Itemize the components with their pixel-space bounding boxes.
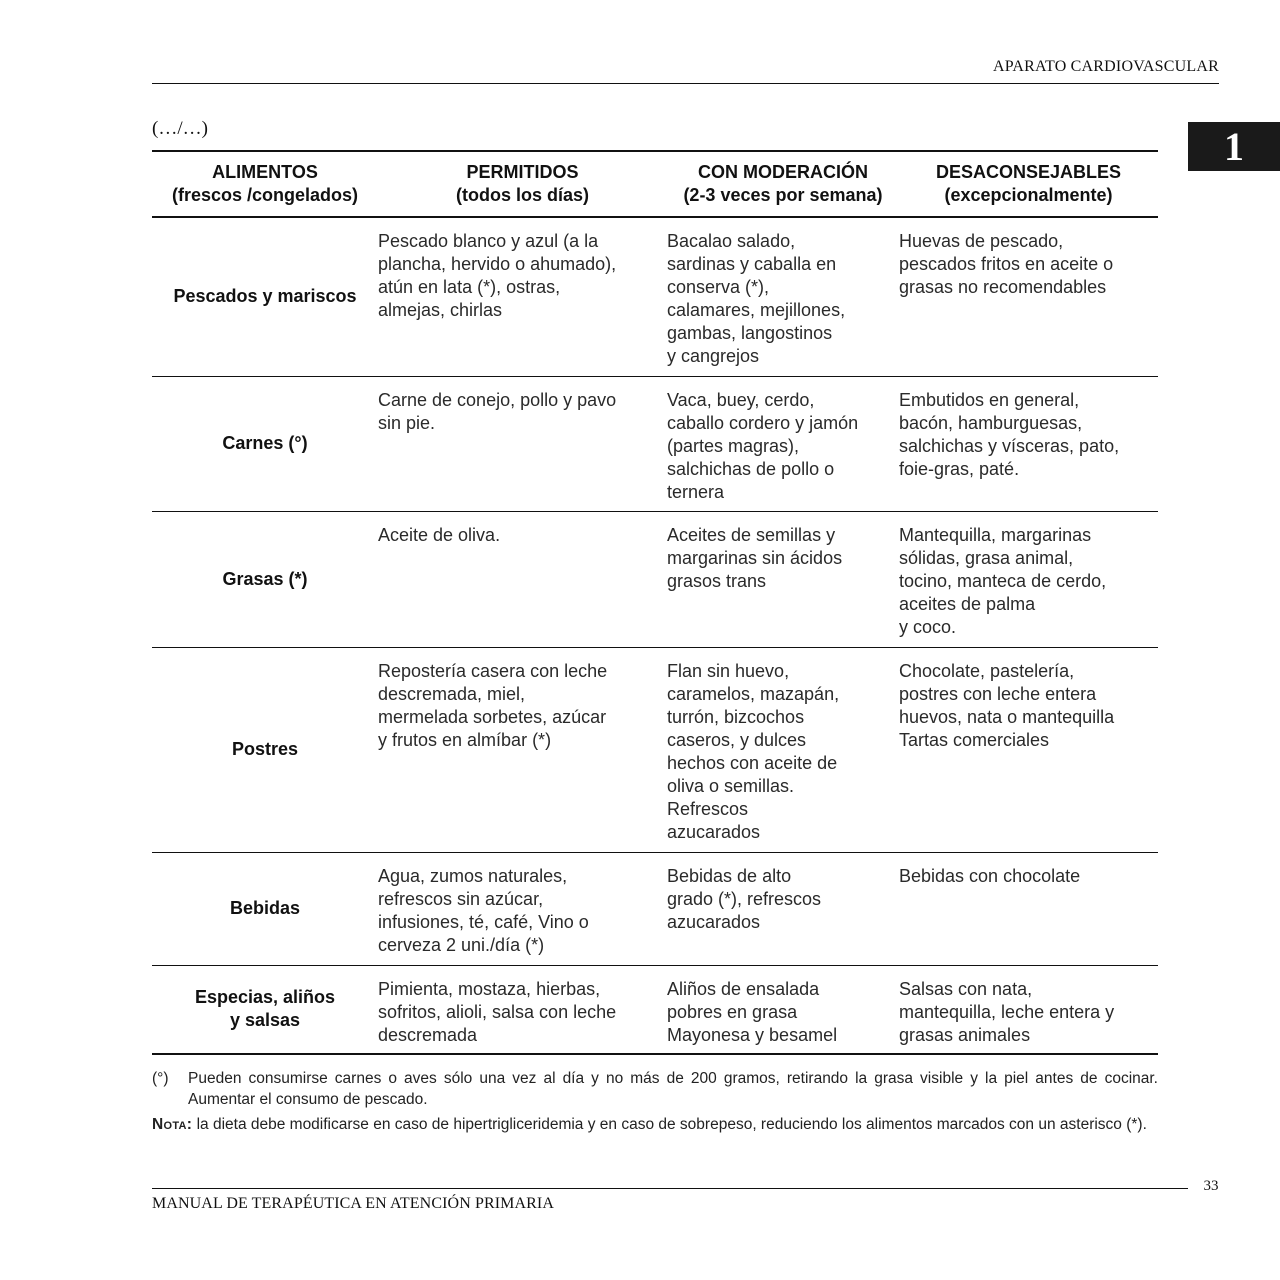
column-subtitle: (frescos /congelados): [171, 185, 359, 205]
page-number: 33: [1203, 1178, 1219, 1194]
chapter-tab: 1: [1188, 122, 1280, 171]
cell-desaconsejables: Chocolate, pastelería, postres con leche entera huevos, nata o mantequilla Tartas comerciales: [899, 660, 1115, 750]
cell-desaconsejables: Embutidos en general, bacón, hamburguesas, salchichas y vísceras, pato, foie-gras, paté.: [899, 389, 1120, 479]
cell-permitidos: Agua, zumos naturales, refrescos sin azúcar, infusiones, té, café, Vino o cerveza 2 uni./día (*): [378, 865, 589, 955]
header-rule: [152, 83, 1219, 84]
cell-desaconsejables: Bebidas con chocolate: [899, 865, 1081, 886]
column-subtitle: (2-3 veces por semana): [683, 185, 883, 205]
column-title: ALIMENTOS: [212, 162, 318, 182]
column-title: PERMITIDOS: [466, 162, 579, 182]
cell-moderacion: Vaca, buey, cerdo, caballo cordero y jamón (partes magras), salchichas de pollo o ternera: [667, 389, 859, 502]
table-row: [152, 647, 1158, 852]
cell-permitidos: Repostería casera con leche descremada, miel, mermelada sorbetes, azúcar y frutos en almíbar (*): [378, 660, 608, 750]
cell-moderacion: Aliños de ensalada pobres en grasa Mayonesa y besamel: [667, 978, 838, 1045]
table-row: [152, 511, 1158, 647]
footnote-marker: (°): [152, 1070, 169, 1087]
column-header-permitidos: [378, 151, 667, 217]
row-category: Especias, aliños y salsas: [194, 987, 336, 1031]
column-header-alimentos: [152, 151, 378, 217]
row-category: Grasas (*): [222, 568, 308, 589]
note-paragraph: [152, 1114, 1158, 1135]
table-row: [152, 376, 1158, 511]
cell-moderacion: Bacalao salado, sardinas y caballa en conserva (*), calamares, mejillones, gambas, langostinos y cangrejos: [667, 231, 846, 366]
row-category: Pescados y mariscos: [173, 286, 357, 307]
row-category: Bebidas: [229, 898, 301, 918]
table-header-row: [152, 151, 1158, 217]
table-row: [152, 965, 1158, 1054]
cell-permitidos: Pescado blanco y azul (a la plancha, hervido o ahumado), atún en lata (*), ostras, almejas, chirlas: [378, 231, 617, 320]
cell-desaconsejables: Huevas de pescado, pescados fritos en aceite o grasas no recomendables: [899, 231, 1114, 297]
continuation-mark: (…/…): [152, 118, 208, 139]
footnote: [152, 1068, 1158, 1110]
column-title: DESACONSEJABLES: [935, 162, 1122, 182]
table-row: [152, 217, 1158, 376]
running-footer: MANUAL DE TERAPÉUTICA EN ATENCIÓN PRIMARIA: [152, 1195, 554, 1212]
note-label: Nota:: [152, 1116, 193, 1133]
row-category: Postres: [231, 739, 299, 759]
food-recommendations-table: [152, 150, 1158, 1055]
footnote-text: Pueden consumirse carnes o aves sólo una vez al día y no más de 200 gramos, retirando la grasa visible y la piel antes de cocinar. Aumentar el consumo de pescado.: [188, 1070, 1158, 1108]
cell-permitidos: Aceite de oliva.: [378, 524, 501, 545]
table-row: [152, 852, 1158, 965]
column-title: CON MODERACIÓN: [698, 162, 868, 182]
column-subtitle: (excepcionalmente): [944, 185, 1113, 205]
cell-moderacion: Aceites de semillas y margarinas sin ácidos grasos trans: [667, 524, 843, 591]
column-header-moderacion: [667, 151, 899, 217]
cell-moderacion: Bebidas de alto grado (*), refrescos azucarados: [667, 865, 822, 932]
cell-desaconsejables: Salsas con nata, mantequilla, leche entera y grasas animales: [899, 978, 1115, 1045]
cell-permitidos: Pimienta, mostaza, hierbas, sofritos, alioli, salsa con leche descremada: [378, 978, 617, 1045]
running-header: APARATO CARDIOVASCULAR: [993, 58, 1219, 75]
row-category: Carnes (°): [222, 433, 308, 453]
footer-rule: [152, 1188, 1188, 1189]
column-header-desaconsejables: [899, 151, 1158, 217]
column-subtitle: (todos los días): [455, 185, 589, 205]
cell-moderacion: Flan sin huevo, caramelos, mazapán, turrón, bizcochos caseros, y dulces hechos con aceite de oliva o semillas. Refrescos azucarados: [667, 660, 840, 842]
note-text: la dieta debe modificarse en caso de hipertrigliceridemia y en caso de sobrepeso, reduciendo los alimentos marcados con un asterisco (*).: [196, 1116, 1147, 1133]
cell-permitidos: Carne de conejo, pollo y pavo sin pie.: [378, 389, 617, 433]
cell-desaconsejables: Mantequilla, margarinas sólidas, grasa animal, tocino, manteca de cerdo, aceites de palma y coco.: [899, 524, 1107, 637]
